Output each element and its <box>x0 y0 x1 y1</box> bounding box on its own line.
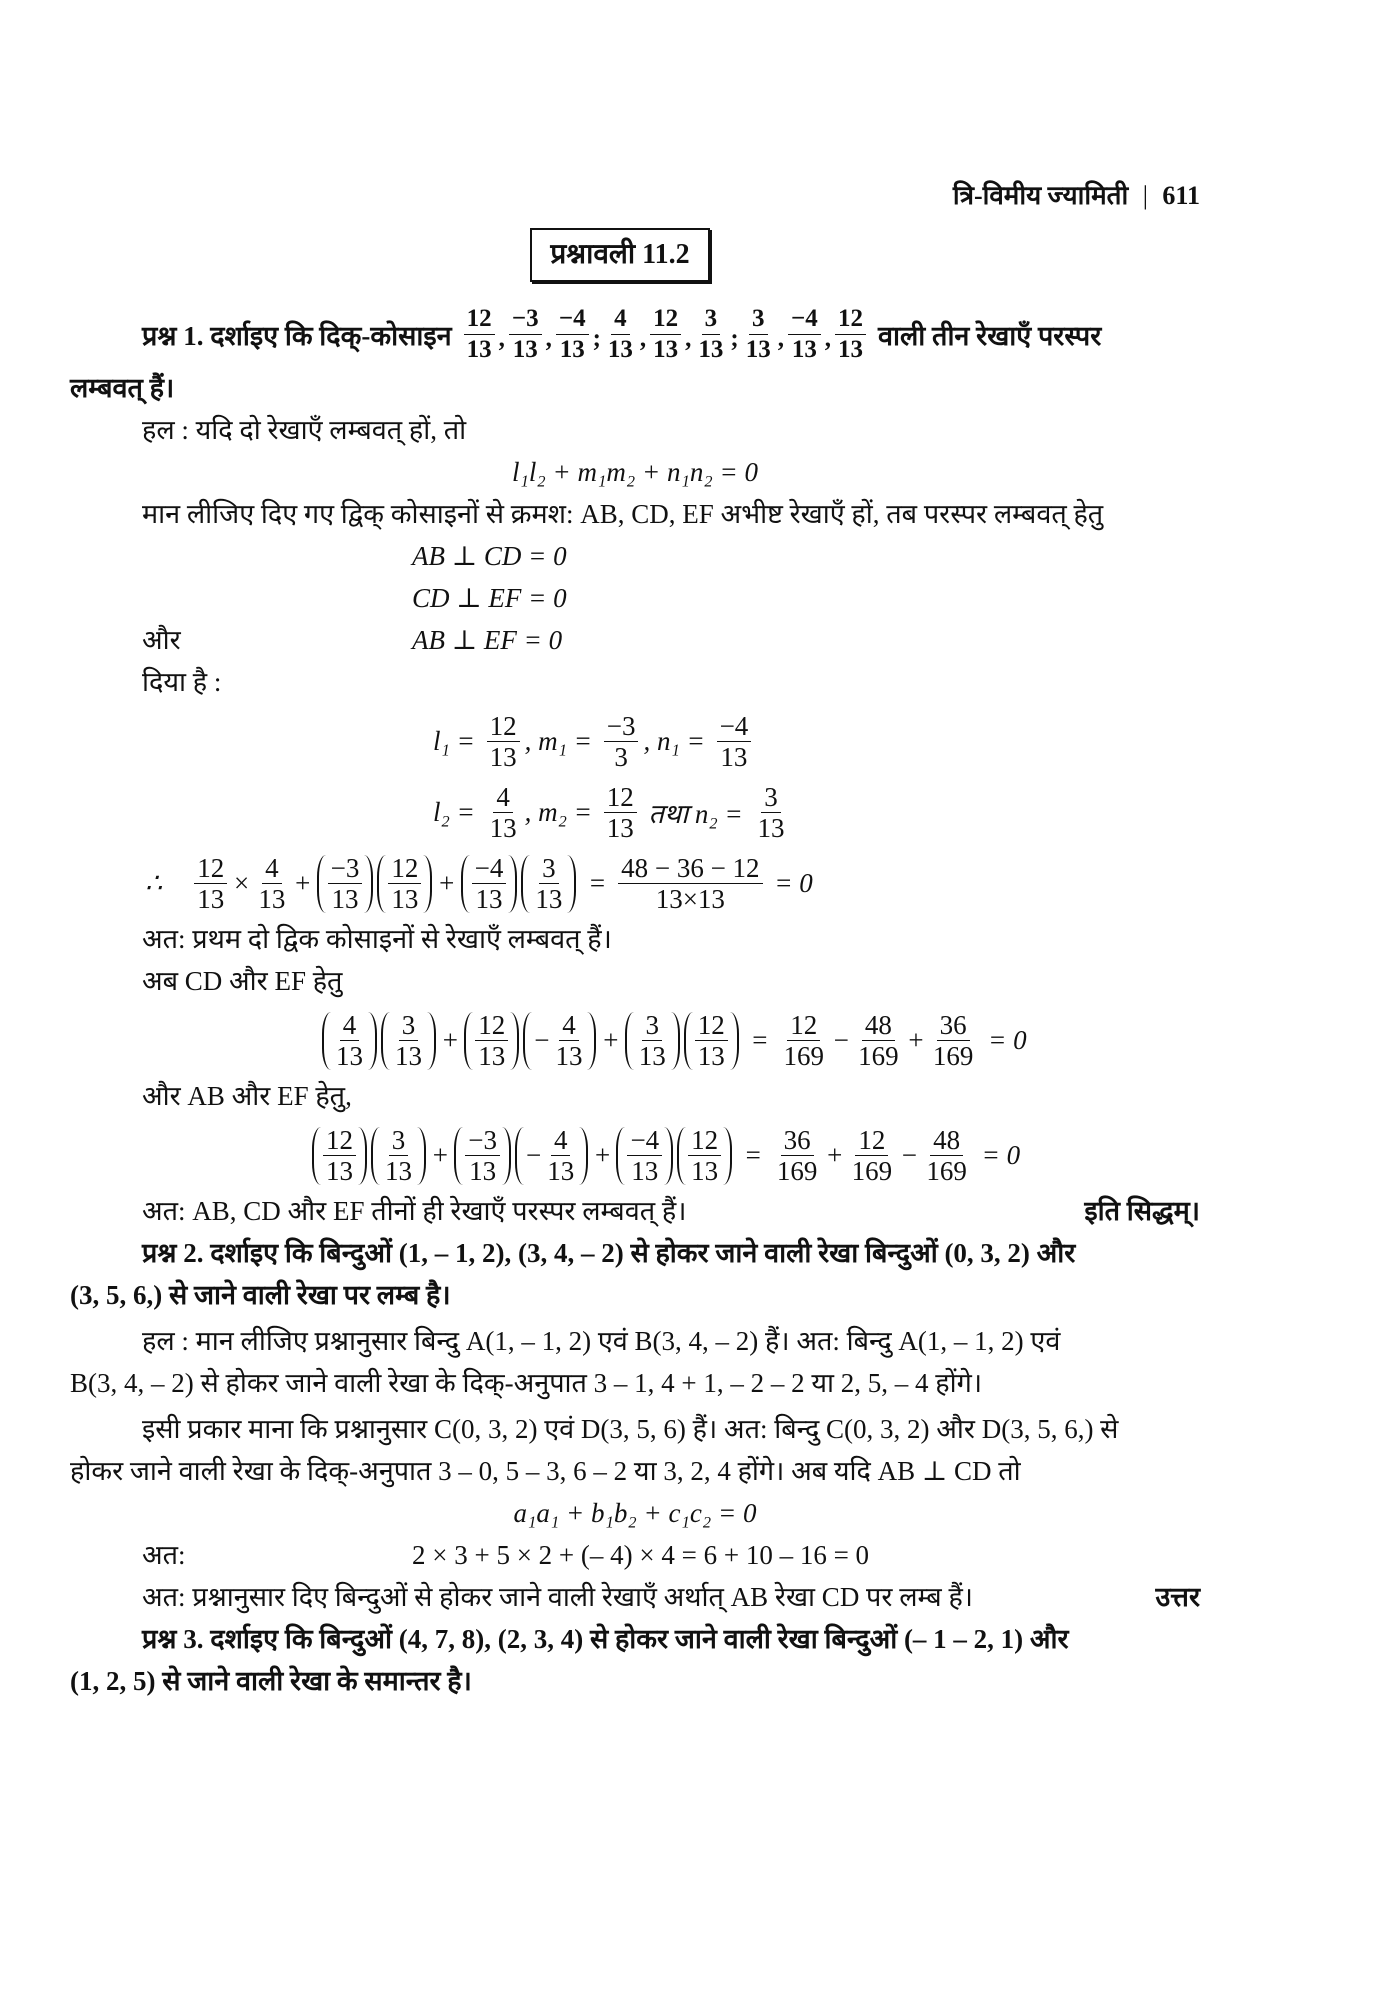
left-paren <box>625 1012 634 1070</box>
denominator: 13 <box>697 1041 725 1071</box>
denominator: 13 <box>720 742 748 772</box>
fraction <box>780 1010 827 1071</box>
numerator: 3 <box>539 853 559 884</box>
conclusion-first-two: अत: प्रथम दो द्विक कोसाइनों से रेखाएँ लम्बवत् हैं। <box>142 924 612 954</box>
fraction <box>618 853 762 914</box>
question-2-line1: प्रश्न 2. दर्शाइए कि बिन्दुओं (1, – 1, 2), (3, 4, – 2) से होकर जाने वाली रेखा बिन्दुओं (0, 3, 2) और <box>142 1238 1076 1268</box>
question-1-line1 <box>70 304 1200 365</box>
fraction-body <box>717 711 752 772</box>
numerator: −3 <box>465 1125 500 1156</box>
perp-ab-ef-row <box>70 621 1200 659</box>
fraction <box>194 853 227 914</box>
denominator: 13×13 <box>655 884 725 914</box>
equation-text: = 0 <box>981 1025 1027 1055</box>
denominator: 169 <box>851 1156 893 1186</box>
numerator: −4 <box>717 711 752 742</box>
right-paren <box>579 1127 588 1185</box>
numerator: −3 <box>509 304 542 335</box>
fraction-body <box>923 1125 970 1186</box>
denominator: 13 <box>197 884 225 914</box>
fraction-body <box>464 304 495 365</box>
fraction-body <box>465 1125 500 1186</box>
numerator: 3 <box>389 1125 409 1156</box>
numerator: 12 <box>464 304 495 335</box>
fraction-body <box>604 711 639 772</box>
right-paren <box>508 855 517 913</box>
fraction <box>605 304 636 365</box>
fraction <box>523 1010 596 1071</box>
question-1-direction-cosines <box>462 304 868 365</box>
fraction <box>684 1010 739 1071</box>
fraction-body <box>855 1010 902 1071</box>
fraction-body <box>605 304 636 365</box>
solution-2-conclusion-row <box>70 1578 1200 1616</box>
fraction <box>677 1125 732 1186</box>
answer-label: उत्तर <box>1155 1582 1200 1612</box>
perpendicular-condition: l₁l₂ + m₁m₂ + n₁n₂ = 0 <box>512 457 758 487</box>
qed-label: इति सिद्धम्। <box>1084 1196 1200 1226</box>
denominator: 13 <box>489 742 517 772</box>
fraction <box>371 1125 426 1186</box>
fraction <box>855 1010 902 1071</box>
perp-ab-cd: AB ⊥ CD = 0 <box>412 541 567 571</box>
denominator: 3 <box>614 742 628 772</box>
denominator: 13 <box>745 336 771 363</box>
separator: , <box>777 325 784 352</box>
numerator: 12 <box>650 304 681 335</box>
left-paren <box>381 1012 390 1070</box>
numerator: 4 <box>611 304 630 335</box>
numerator: −3 <box>328 853 363 884</box>
right-paren <box>423 855 432 913</box>
denominator: 13 <box>478 1041 506 1071</box>
fraction-body <box>636 1010 669 1071</box>
left-paren <box>521 855 530 913</box>
right-paren <box>671 1012 680 1070</box>
left-paren <box>461 855 470 913</box>
fraction <box>461 853 518 914</box>
fraction-body <box>255 853 288 914</box>
denominator: 13 <box>331 884 359 914</box>
right-paren <box>358 1127 367 1185</box>
denominator: 169 <box>932 1041 974 1071</box>
fraction-body <box>556 304 589 365</box>
solution-2-p1b: B(3, 4, – 2) से होकर जाने वाली रेखा के दिक्-अनुपात 3 – 1, 4 + 1, – 2 – 2 या 2, 5, – 4 होंगे। <box>70 1368 983 1398</box>
denominator: 13 <box>475 884 503 914</box>
fraction <box>604 711 639 772</box>
numerator: 36 <box>781 1125 814 1156</box>
numerator: 12 <box>475 1010 508 1041</box>
denominator: 13 <box>395 1041 422 1071</box>
equation-text: + <box>593 1140 612 1170</box>
perp-ab-cd-row <box>70 537 1200 575</box>
denominator: 13 <box>838 336 863 363</box>
fraction-body <box>618 853 762 914</box>
left-paren <box>464 1012 473 1070</box>
denominator: 13 <box>631 1156 659 1186</box>
ab-ef-label: और AB और EF हेतु, <box>142 1081 352 1111</box>
numerator: 12 <box>787 1010 820 1041</box>
fraction-body <box>930 1010 977 1071</box>
numerator: 12 <box>388 853 421 884</box>
fraction-body <box>532 853 565 914</box>
numerator: −4 <box>627 1125 662 1156</box>
question-1-prefix: प्रश्न 1. दर्शाइए कि दिक्-कोसाइन <box>142 321 452 351</box>
right-paren <box>587 1012 596 1070</box>
equation-ab-cd-product <box>70 853 1200 914</box>
denominator: 13 <box>555 1041 583 1071</box>
numerator: 3 <box>749 304 768 335</box>
solution-2-p2b: होकर जाने वाली रेखा के दिक्-अनुपात 3 – 0, 5 – 3, 6 – 2 या 3, 2, 4 होंगे। अब यदि AB ⊥ CD तो <box>70 1456 1021 1486</box>
numerator: 12 <box>855 1125 888 1156</box>
equation-text: = 0 <box>974 1140 1021 1170</box>
equation-text: = 0 <box>767 868 813 898</box>
fraction <box>717 711 752 772</box>
and-label: और <box>142 625 181 655</box>
numerator: −4 <box>556 304 589 335</box>
calculation-row <box>70 1536 1200 1574</box>
denominator: 13 <box>326 1156 353 1186</box>
equation-text: + <box>825 1140 844 1170</box>
equation-text: + <box>906 1025 925 1055</box>
numerator: 48 − 36 − 12 <box>618 853 762 884</box>
denominator: 13 <box>391 884 419 914</box>
denominator: 169 <box>858 1041 899 1071</box>
fraction-body <box>552 1010 585 1071</box>
fraction <box>312 1125 367 1186</box>
equation-l1-m1-n1 <box>70 711 1200 772</box>
equation-text: + <box>437 868 456 898</box>
numerator: 12 <box>487 711 520 742</box>
denominator: 169 <box>783 1041 824 1071</box>
solution-1-intro: हल : यदि दो रेखाएँ लम्बवत् हों, तो <box>142 415 467 445</box>
fraction-body <box>509 304 542 365</box>
fraction <box>322 1010 377 1071</box>
numerator: −4 <box>472 853 507 884</box>
numerator: 4 <box>559 1010 579 1041</box>
fraction <box>835 304 866 365</box>
denominator: 13 <box>653 336 679 363</box>
fraction <box>509 304 542 365</box>
fraction <box>625 1010 680 1071</box>
question-3-line2: (1, 2, 5) से जाने वाली रेखा के समान्तर है। <box>70 1666 472 1696</box>
numerator: 48 <box>930 1125 963 1156</box>
equation-text: × <box>232 868 251 898</box>
denominator: 13 <box>489 813 517 843</box>
denominator: 13 <box>469 1156 497 1186</box>
denominator: 13 <box>512 336 538 363</box>
denominator: 13 <box>698 336 724 363</box>
equation-text: , n₁ = <box>643 726 712 756</box>
denominator: 13 <box>606 813 634 843</box>
right-paren <box>502 1127 511 1185</box>
equation-text: + <box>601 1025 620 1055</box>
right-paren <box>723 1127 732 1185</box>
question-3-line1: प्रश्न 3. दर्शाइए कि बिन्दुओं (4, 7, 8), (2, 3, 4) से होकर जाने वाली रेखा बिन्दुओं (– 1 – 2, 1) और <box>142 1624 1069 1654</box>
separator: , <box>685 325 692 352</box>
fraction-sign: − <box>525 1140 542 1170</box>
fraction-body <box>194 853 227 914</box>
fraction <box>743 304 774 365</box>
fraction-body <box>472 853 507 914</box>
header-separator: | <box>1142 181 1148 210</box>
denominator: 169 <box>776 1156 818 1186</box>
fraction <box>930 1010 977 1071</box>
fraction <box>556 304 589 365</box>
fraction <box>849 1125 896 1186</box>
denominator: 13 <box>559 336 585 363</box>
fraction-body <box>695 1010 728 1071</box>
right-paren <box>730 1012 739 1070</box>
fraction <box>317 853 374 914</box>
right-paren <box>364 855 373 913</box>
solution-1-assume: मान लीजिए दिए गए द्विक् कोसाइनों से क्रमश: AB, CD, EF अभीष्ट रेखाएँ हों, तब परस्पर लम्बवत् हेतु <box>142 499 1104 529</box>
equation-ab-ef-product <box>70 1125 1200 1186</box>
fraction-body <box>475 1010 508 1071</box>
fraction-body <box>388 853 421 914</box>
document-page <box>70 178 1200 1700</box>
right-paren <box>368 1012 377 1070</box>
fraction-body <box>754 782 787 843</box>
equation-text: + <box>293 868 312 898</box>
fraction-body <box>333 1010 366 1071</box>
final-conclusion-row <box>70 1192 1200 1230</box>
equation-text: = <box>743 1025 776 1055</box>
denominator: 13 <box>607 336 633 363</box>
fraction <box>255 853 288 914</box>
fraction <box>774 1125 821 1186</box>
numerator: −3 <box>604 711 639 742</box>
hence-label: अत: <box>142 1540 186 1570</box>
denominator: 13 <box>638 1041 666 1071</box>
final-conclusion: अत: AB, CD और EF तीनों ही रेखाएँ परस्पर लम्बवत् हैं। <box>142 1196 687 1226</box>
fraction <box>454 1125 511 1186</box>
fraction <box>604 782 637 843</box>
fraction-body <box>328 853 363 914</box>
right-paren <box>427 1012 436 1070</box>
numerator: 12 <box>695 1010 728 1041</box>
fraction-body <box>487 711 520 772</box>
perp-cd-ef: CD ⊥ EF = 0 <box>412 583 567 613</box>
denominator: 13 <box>385 1156 412 1186</box>
fraction-body <box>774 1125 821 1186</box>
separator: , <box>498 325 505 352</box>
solution-2-p2a: इसी प्रकार माना कि प्रश्नानुसार C(0, 3, 2) एवं D(3, 5, 6) हैं। अत: बिन्दु C(0, 3, 2) और D(3, 5, 6,) से <box>142 1414 1119 1444</box>
running-header <box>70 178 1200 214</box>
calculation: 2 × 3 + 5 × 2 + (– 4) × 4 = 6 + 10 – 16 = 0 <box>412 1540 870 1570</box>
numerator: 3 <box>761 782 781 813</box>
denominator: 13 <box>466 336 492 363</box>
fraction-body <box>835 304 866 365</box>
equation-text: − <box>831 1025 851 1055</box>
fraction-body <box>392 1010 425 1071</box>
equation-text: , m₂ = <box>524 797 599 827</box>
fraction-body <box>487 782 520 843</box>
exercise-title-wrap <box>40 228 1200 282</box>
fraction-body <box>688 1125 721 1186</box>
solution-2-conclusion: अत: प्रश्नानुसार दिए बिन्दुओं से होकर जाने वाली रेखाएँ अर्थात् AB रेखा CD पर लम्ब हैं। <box>142 1582 974 1612</box>
exercise-title: प्रश्नावली 11.2 <box>530 228 709 282</box>
equation-text: + <box>431 1140 450 1170</box>
fraction <box>521 853 576 914</box>
equation-cd-ef-product <box>70 1010 1200 1071</box>
fraction <box>464 304 495 365</box>
numerator: 3 <box>702 304 721 335</box>
fraction-body <box>544 1125 577 1186</box>
fraction <box>754 782 787 843</box>
chapter-title: त्रि-विमीय ज्यामिती <box>952 181 1129 210</box>
denominator: 13 <box>535 884 563 914</box>
fraction <box>377 853 432 914</box>
cd-ef-label: अब CD और EF हेतु <box>142 966 343 996</box>
left-paren <box>616 1127 625 1185</box>
fraction-body <box>382 1125 415 1186</box>
fraction <box>487 782 520 843</box>
question-2-line2: (3, 5, 6,) से जाने वाली रेखा पर लम्ब है। <box>70 1280 451 1310</box>
numerator: 36 <box>937 1010 970 1041</box>
fraction <box>923 1125 970 1186</box>
fraction <box>464 1010 519 1071</box>
equation-text: + <box>441 1025 460 1055</box>
denominator: 13 <box>547 1156 575 1186</box>
separator: , <box>824 325 831 352</box>
separator: ; <box>730 325 739 352</box>
denominator: 13 <box>691 1156 719 1186</box>
equation-text: l₂ = <box>433 797 482 827</box>
right-paren <box>417 1127 426 1185</box>
question-1-line2: लम्बवत् हैं। <box>70 373 175 403</box>
numerator: 48 <box>862 1010 895 1041</box>
left-paren <box>523 1012 532 1070</box>
left-paren <box>371 1127 380 1185</box>
fraction <box>381 1010 436 1071</box>
left-paren <box>322 1012 331 1070</box>
fraction-sign: − <box>534 1025 550 1055</box>
numerator: 12 <box>194 853 227 884</box>
numerator: 12 <box>835 304 866 335</box>
equation-text: = <box>581 868 614 898</box>
numerator: 12 <box>323 1125 356 1156</box>
separator: , <box>639 325 647 352</box>
fraction-body <box>780 1010 827 1071</box>
denominator: 13 <box>258 884 286 914</box>
fraction-body <box>695 304 726 365</box>
left-paren <box>677 1127 686 1185</box>
equation-text: = <box>737 1140 769 1170</box>
fraction-body <box>849 1125 896 1186</box>
equation-l2-m2-n2 <box>70 782 1200 843</box>
fraction-body <box>323 1125 356 1186</box>
left-paren <box>317 855 326 913</box>
fraction <box>515 1125 588 1186</box>
question-1-suffix: वाली तीन रेखाएँ परस्पर <box>878 321 1102 351</box>
equation-text: , m₁ = <box>524 726 599 756</box>
denominator: 13 <box>336 1041 363 1071</box>
fraction <box>487 711 520 772</box>
left-paren <box>312 1127 321 1185</box>
numerator: 4 <box>262 853 282 884</box>
right-paren <box>664 1127 673 1185</box>
separator: , <box>545 325 552 352</box>
fraction-body <box>743 304 774 365</box>
numerator: 3 <box>642 1010 662 1041</box>
denominator: 13 <box>757 813 785 843</box>
perp-ab-ef: AB ⊥ EF = 0 <box>412 625 563 655</box>
fraction <box>616 1125 673 1186</box>
separator: ; <box>592 325 601 352</box>
numerator: 4 <box>493 782 513 813</box>
fraction-body <box>604 782 637 843</box>
denominator: 13 <box>791 336 817 363</box>
fraction <box>695 304 726 365</box>
fraction-body <box>650 304 681 365</box>
right-paren <box>510 1012 519 1070</box>
fraction <box>650 304 681 365</box>
equation-text: − <box>900 1140 919 1170</box>
denominator: 169 <box>926 1156 967 1186</box>
left-paren <box>377 855 386 913</box>
given-label: दिया है : <box>142 667 222 697</box>
equation-text: तथा n₂ = <box>641 799 750 829</box>
numerator: 4 <box>551 1125 571 1156</box>
direction-ratio-condition: a₁a₁ + b₁b₂ + c₁c₂ = 0 <box>513 1498 757 1528</box>
page-number: 611 <box>1162 181 1200 210</box>
numerator: 12 <box>604 782 637 813</box>
equation-text: l₁ = <box>433 726 482 756</box>
left-paren <box>454 1127 463 1185</box>
fraction <box>788 304 821 365</box>
left-paren <box>515 1127 524 1185</box>
equation-text: ∴ <box>145 868 190 898</box>
numerator: −4 <box>788 304 821 335</box>
right-paren <box>567 855 576 913</box>
numerator: 4 <box>340 1010 360 1041</box>
left-paren <box>684 1012 693 1070</box>
numerator: 3 <box>399 1010 419 1041</box>
fraction-body <box>788 304 821 365</box>
perp-cd-ef-row <box>70 579 1200 617</box>
solution-2-p1a: हल : मान लीजिए प्रश्नानुसार बिन्दु A(1, – 1, 2) एवं B(3, 4, – 2) हैं। अत: बिन्दु A(1, – 1, 2) एवं <box>142 1326 1061 1356</box>
numerator: 12 <box>688 1125 721 1156</box>
fraction-body <box>627 1125 662 1186</box>
